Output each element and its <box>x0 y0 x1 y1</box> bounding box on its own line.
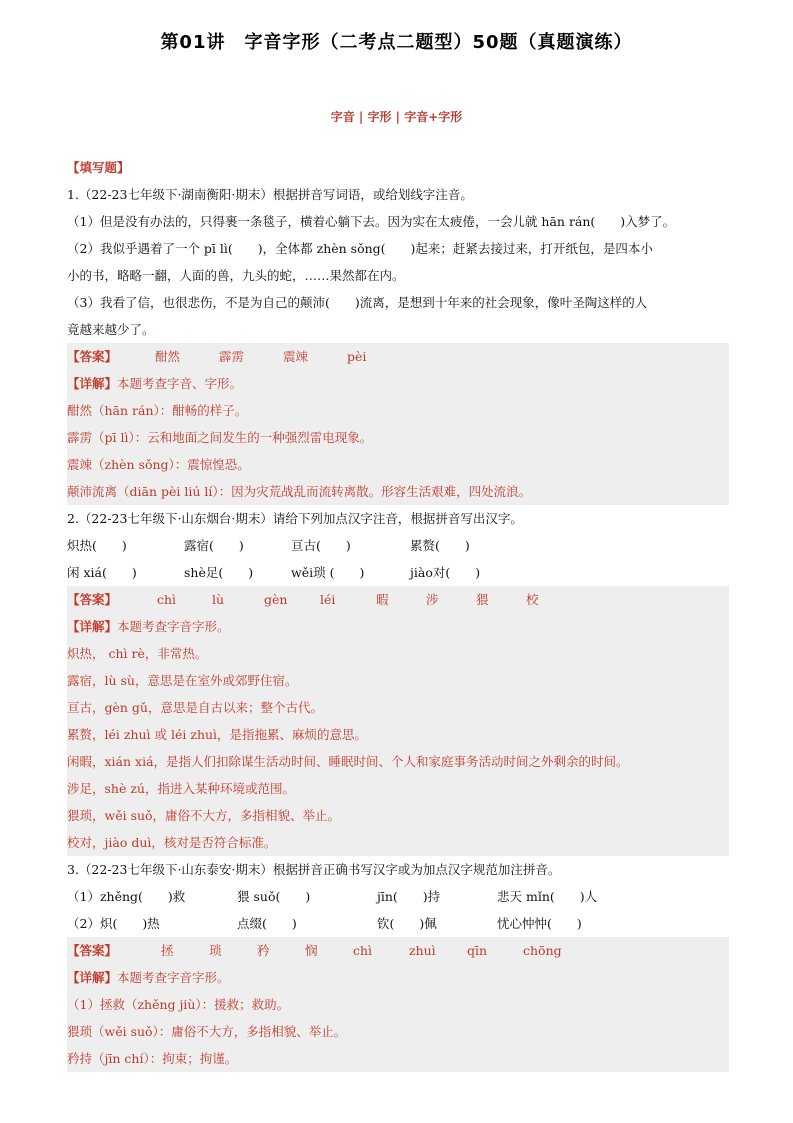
document-body <box>67 154 729 1072</box>
answer-item: pèi <box>346 349 367 364</box>
answer-item: 猥 <box>476 592 489 607</box>
answer-item: 酣然 <box>155 349 181 364</box>
detail-line: 闲暇，xián xiá，是指人们扣除谋生活动时间、睡眠时间、个人和家庭事务活动时间之外剩余的时间。 <box>67 748 729 775</box>
topic-nav: 字音 | 字形 | 字音+字形 <box>330 110 463 124</box>
question-3-stem: 3.（22-23七年级下·山东泰安·期末）根据拼音正确书写汉字或为加点汉字规范加注拼音。 <box>67 862 561 877</box>
answer-item: lù <box>212 592 225 607</box>
answer-item: 琐 <box>209 943 222 958</box>
question-1-part-1: （1）但是没有办法的，只得裹一条毯子，横着心躺下去。因为实在太疲倦，一会儿就 hān rán( )入梦了。 <box>67 214 676 229</box>
answer-item: 霹雳 <box>218 349 244 364</box>
detail-row-1: 【详解】本题考查字音、字形。 <box>67 370 729 397</box>
question-2-row-2: 闲 xiá( ) shè足( ) wěi琐 ( ) jiào对( ) <box>67 565 481 580</box>
question-1-part-2: （2）我似乎遇着了一个 pī lì( )，全体都 zhèn sǒng( )起来；赶紧去接过来，打开纸包，是四本小 <box>67 241 653 256</box>
question-1-part-3-cont: 竟越来越少了。 <box>67 322 155 337</box>
answer-row-3: 【答案】 拯 琐 矜 悯 chì zhuì qīn chōng <box>67 937 729 964</box>
answer-item: 震竦 <box>282 349 308 364</box>
question-3-row-1: （1）zhěng( )救 猥 suǒ( ) jīn( )持 悲天 mǐn( )人 <box>67 889 598 904</box>
question-3-row-2: （2）炽( )热 点缀( ) 钦( )佩 忧心忡忡( ) <box>67 916 582 931</box>
detail-line: 酣然（hān rán）：酣畅的样子。 <box>67 397 729 424</box>
answer-item: chōng <box>523 943 562 958</box>
answer-row-2: 【答案】 chì lù gèn léi 暇 涉 猥 校 <box>67 586 729 613</box>
answer-item: qīn <box>467 943 488 958</box>
detail-line: 猥琐，wěi suǒ，庸俗不大方，多指相貌、举止。 <box>67 802 729 829</box>
detail-line: 霹雳（pī lì）：云和地面之间发生的一种强烈雷电现象。 <box>67 424 729 451</box>
detail-line: 炽热， chì rè，非常热。 <box>67 640 729 667</box>
answer-item: chì <box>157 592 177 607</box>
detail-line: 累赘，léi zhuì 或 léi zhuì，是指拖累、麻烦的意思。 <box>67 721 729 748</box>
detail-line: 颠沛流离（diān pèi liú lí）：因为灾荒战乱而流转离散。形容生活艰难，四处流浪。 <box>67 478 729 505</box>
answer-item: 涉 <box>426 592 439 607</box>
detail-row-3: 【详解】本题考查字音字形。 <box>67 964 729 991</box>
answer-item: 暇 <box>376 592 389 607</box>
answer-item: gèn <box>264 592 288 607</box>
detail-line: 震竦（zhèn sǒng）：震惊惶恐。 <box>67 451 729 478</box>
question-1-part-3: （3）我看了信，也很悲伤，不是为自己的颠沛( )流离，是想到十年来的社会现象，像叶圣陶这样的人 <box>67 295 648 310</box>
detail-line: 校对，jiào duì，核对是否符合标准。 <box>67 829 729 856</box>
detail-row-2: 【详解】本题考查字音字形。 <box>67 613 729 640</box>
detail-line: 亘古，gèn gǔ，意思是自古以来；整个古代。 <box>67 694 729 721</box>
detail-line: 猥琐（wěi suǒ）：庸俗不大方，多指相貌、举止。 <box>67 1018 729 1045</box>
detail-line: 露宿，lù sù，意思是在室外或郊野住宿。 <box>67 667 729 694</box>
detail-line: （1）拯救（zhěng jiù）：援救；救助。 <box>67 991 729 1018</box>
section-heading: 【填写题】 <box>67 160 130 175</box>
answer-item: 校 <box>526 592 539 607</box>
detail-line: 矜持（jīn chí）：拘束；拘谨。 <box>67 1045 729 1072</box>
page-title: 第01讲 字音字形（二考点二题型）50题（真题演练） <box>160 32 633 53</box>
answer-item: 悯 <box>305 943 318 958</box>
question-2-row-1: 炽热( ) 露宿( ) 亘古( ) 累赘( ) <box>67 538 470 553</box>
answer-item: zhuì <box>409 943 436 958</box>
answer-item: 拯 <box>161 943 174 958</box>
detail-line: 涉足，shè zú，指进入某种环境或范围。 <box>67 775 729 802</box>
answer-row-1: 【答案】 酣然 霹雳 震竦 pèi <box>67 343 729 370</box>
question-1-stem: 1.（22-23七年级下·湖南衡阳·期末）根据拼音写词语，或给划线字注音。 <box>67 187 473 202</box>
question-1-part-2-cont: 小的书，略略一翻，人面的兽，九头的蛇，……果然都在内。 <box>67 268 405 283</box>
question-2-stem: 2.（22-23七年级下·山东烟台·期末）请给下列加点汉字注音，根据拼音写出汉字。 <box>67 511 523 526</box>
answer-item: léi <box>320 592 336 607</box>
answer-item: 矜 <box>257 943 270 958</box>
answer-item: chì <box>353 943 373 958</box>
